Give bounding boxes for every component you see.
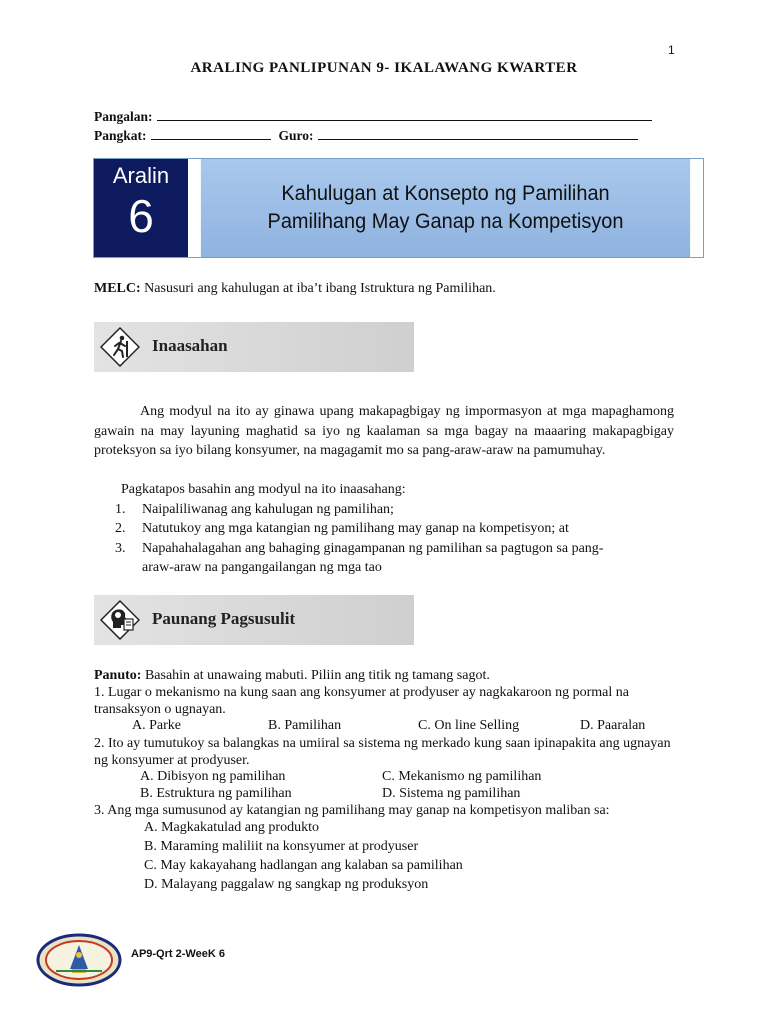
intro-paragraph: Ang modyul na ito ay ginawa upang makapagbigay ng impormasyon at mga mapaghamong gawain na may layuning maghatid sa iyo ng kaalaman sa mga bagay na maaaring makapagbigay proteksyon sa iyo bilang konsyumer, na magagamit mo sa pang-araw-araw na pamumuhay. [94, 404, 674, 458]
answer-choice[interactable]: A. Magkakatulad ang produkto [144, 820, 319, 835]
lesson-number-box [94, 159, 188, 257]
answer-choice[interactable]: C. May kakayahang hadlangan ang kalaban sa pamilihan [144, 858, 463, 873]
lesson-header [93, 158, 704, 258]
directions [94, 668, 678, 685]
walking-person-icon [100, 327, 140, 367]
answer-choice[interactable]: D. Sistema ng pamilihan [382, 786, 521, 801]
answer-choice[interactable]: B. Pamilihan [268, 718, 342, 733]
melc-label: MELC: [94, 281, 141, 296]
footer-text: AP9-Qrt 2-WeeK 6 [131, 948, 225, 960]
lesson-title-line1: Kahulugan at Konsepto ng Pamilihan [281, 182, 610, 205]
answer-choice[interactable]: B. Estruktura ng pamilihan [140, 786, 292, 801]
list-item: 1. Naipaliliwanag ang kahulugan ng pamilihan; [115, 501, 394, 517]
question-2: 2. Ito ay tumutukoy sa balangkas na umiiral sa sistema ng merkado kung saan ipinapakita ang ugnayan ng konsyumer at prodyuser. [94, 736, 671, 768]
list-item: 2. Natutukoy ang mga katangian ng pamilihang may ganap na kompetisyon; at [115, 521, 569, 536]
page-number: 1 [668, 43, 675, 57]
name-field-row [94, 108, 660, 125]
lesson-word: Aralin [112, 163, 170, 188]
melc-text: Nasusuri ang kahulugan at iba’t ibang Istruktura ng Pamilihan. [144, 281, 496, 296]
lesson-title-box [201, 159, 690, 257]
answer-choice[interactable]: B. Maraming maliliit na konsyumer at prodyuser [144, 839, 419, 854]
section-banner-inaasahan [94, 322, 414, 372]
section-label: Pangkat: [94, 128, 147, 143]
teacher-label: Guro: [278, 128, 314, 143]
directions-text: Basahin at unawaing mabuti. Piliin ang titik ng tamang sagot. [144, 668, 490, 683]
answer-choice[interactable]: C. On line Selling [418, 718, 520, 733]
lesson-number: 6 [128, 190, 154, 242]
directions-label: Panuto: [94, 668, 142, 683]
lesson-title-line2: Pamilihang May Ganap na Kompetisyon [267, 210, 624, 233]
answer-choice[interactable]: D. Paaralan [580, 718, 646, 733]
section-label-inaasahan: Inaasahan [152, 336, 228, 355]
section-banner-paunang-pagsusulit [94, 595, 414, 645]
answer-choice[interactable]: A. Parke [132, 718, 181, 733]
name-label: Pangalan: [94, 109, 153, 124]
expectations-intro: Pagkatapos basahin ang modyul na ito inaasahang: [121, 482, 406, 497]
melc [94, 281, 496, 297]
division-seal-logo [36, 933, 122, 987]
question-3: 3. Ang mga sumusunod ay katangian ng pamilihang may ganap na kompetisyon maliban sa: [94, 803, 610, 818]
answer-choice[interactable]: A. Dibisyon ng pamilihan [140, 769, 286, 784]
section-blank[interactable] [151, 127, 271, 140]
thinking-head-icon [100, 600, 140, 640]
name-blank[interactable] [157, 108, 652, 121]
document-title: ARALING PANLIPUNAN 9- IKALAWANG KWARTER [190, 60, 578, 76]
question-1: 1. Lugar o mekanismo na kung saan ang konsyumer at prodyuser ay nagkakaroon ng pormal na transaksyon o ugnayan. [94, 685, 629, 717]
section-teacher-row [94, 127, 646, 144]
section-label-paunang-pagsusulit: Paunang Pagsusulit [152, 609, 296, 628]
answer-choice[interactable]: C. Mekanismo ng pamilihan [382, 769, 542, 784]
list-item: 3. Napahahalagahan ang bahaging ginagampanan ng pamilihan sa pagtugon sa pang-araw-araw na pangangailangan ng mga tao [115, 540, 604, 575]
answer-choice[interactable]: D. Malayang paggalaw ng sangkap ng produksyon [144, 877, 429, 892]
expectations-list [94, 480, 674, 578]
teacher-blank[interactable] [318, 127, 638, 140]
